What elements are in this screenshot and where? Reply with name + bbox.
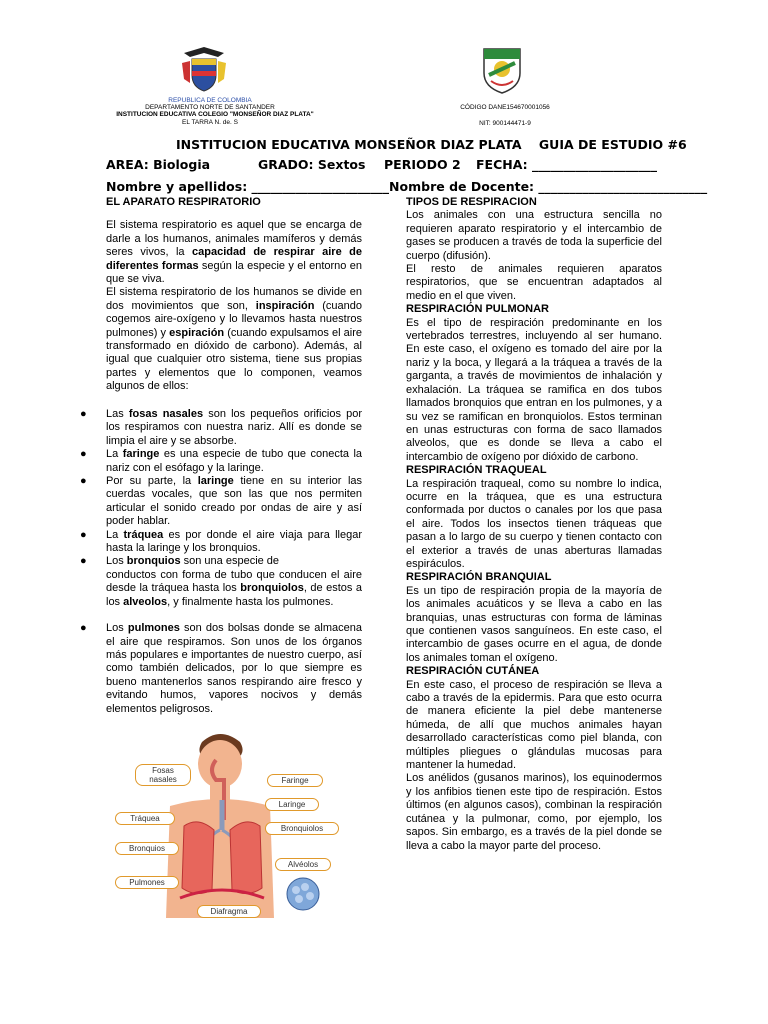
- alveoli-closeup-icon: [283, 876, 323, 912]
- list-item-faringe: ● La faringe es una especie de tubo que conecta la nariz con el esófago y la laringe.: [80, 448, 363, 474]
- respiratory-diagram: [105, 730, 340, 925]
- list-item-fosas: ● Las fosas nasales son los pequeños orificios por los respiramos con nuestra nariz. Allí es donde se limpia el aire y se absorbe.: [80, 408, 363, 447]
- label-fosas-nasales: Fosas nasales: [135, 764, 191, 786]
- label-diafragma: Diafragma: [197, 905, 261, 918]
- cutanea-paragraph-1: En este caso, el proceso de respiración se lleva a cabo a través de la epidermis. Para que esto ocurra de manera eficiente la piel debe mantenerse húmeda, de allí que muchos animales hayan desarrollado características como piel blanda, con múltiples pliegues o glándulas mucosas para mantener la humedad.: [406, 678, 662, 772]
- list-item-bronquios: ● Los bronquios son una especie de: [80, 555, 280, 568]
- label-traquea: Tráquea: [115, 812, 175, 825]
- parts-list: [80, 408, 362, 716]
- human-torso-illustration: [160, 730, 280, 920]
- right-column: [406, 196, 662, 853]
- section-title-aparato: EL APARATO RESPIRATORIO: [106, 196, 261, 208]
- list-item-laringe: ● Por su parte, la laringe tiene en su interior las cuerdas vocales, que son las que nos permiten articular el sonido creado por ondas de aire y así poder hablar.: [80, 475, 363, 528]
- left-column: [106, 196, 362, 394]
- label-faringe: Faringe: [267, 774, 323, 787]
- movements-paragraph: El sistema respiratorio de los humanos se divide en dos movimientos que son, inspiración (cuando cogemos aire-oxígeno y lo llevamos hasta nuestros pulmones) y espiración (cuando expulsamos el aire transformado en dióxido de carbono). Además, al igual que cualquier otro sistema, tiene sus propias partes y elementos que lo componen, veamos algunos de ellos:: [106, 286, 362, 393]
- colombia-coat-of-arms-icon: [178, 43, 230, 95]
- school-label: INSTITUCION EDUCATIVA COLEGIO "MONSEÑOR DIAZ PLATA": [116, 111, 314, 118]
- section-title-cutanea: RESPIRACIÓN CUTÁNEA: [406, 665, 540, 678]
- department-label: DEPARTAMENTO NORTE DE SANTANDER: [145, 104, 275, 111]
- pulmonar-paragraph: Es el tipo de respiración predominante en los vertebrados terrestres, incluyendo al ser humano. En este caso, el oxígeno es tomado del aire por la nariz y la boca, y llegará a la tráquea a través de la garganta, a través de movimientos de inhalación y exhalación. La tráquea se ramifica en dos tubos llamados bronquios que entran en los pulmones, y a su vez se ramifican en bronquiolos. Estos terminan en unas estructuras con forma de saco llamados alveolos, que es donde se lleva a cabo el intercambio de oxígeno por dióxido de carbono.: [406, 316, 662, 463]
- tipos-paragraph-2: El resto de animales requieren aparatos respiratorios, que se encuentran adaptados al medio en el que viven.: [406, 263, 662, 302]
- list-item-pulmones: ● Los pulmones son dos bolsas donde se almacena el aire que respiramos. Son unos de los órganos más populares e importantes de nuestro cuerpo, así como también delicados, por lo que siempre es bueno mantenerlos sanos respirando aire fresco y evitando humos, vapores nocivos y demás elementos peligrosos.: [80, 622, 362, 715]
- nit-number: NIT: 900144471-9: [479, 120, 531, 127]
- label-bronquiolos: Bronquiolos: [265, 822, 339, 835]
- period-label: PERIODO 2: [384, 157, 461, 172]
- section-title-branquial: RESPIRACIÓN BRANQUIAL: [406, 571, 552, 584]
- republic-label: REPUBLICA DE COLOMBIA: [168, 97, 252, 104]
- dane-code: CÓDIGO DANE154670001056: [460, 104, 550, 111]
- intro-paragraph: El sistema respiratorio es aquel que se encarga de darle a los humanos, animales mamíferos y demás seres vivos, la capacidad de respirar aire de diferentes formas según la especie y el entorno en que se viva.: [106, 219, 363, 286]
- school-crest-icon: [481, 45, 523, 95]
- label-pulmones: Pulmones: [115, 876, 179, 889]
- section-title-tipos: TIPOS DE RESPIRACION: [406, 196, 537, 208]
- page-title: INSTITUCION EDUCATIVA MONSEÑOR DIAZ PLATA GUIA DE ESTUDIO #6: [176, 137, 687, 152]
- name-field: Nombre y apellidos: ______________________Nombre de Docente: ___________________________: [106, 179, 708, 194]
- section-title-pulmonar: RESPIRACIÓN PULMONAR: [406, 303, 550, 316]
- label-laringe: Laringe: [265, 798, 319, 811]
- list-item-traquea: ● La tráquea es por donde el aire viaja para llegar hasta la laringe y los bronquios.: [80, 528, 362, 555]
- list-item-bronquios-cont: conductos con forma de tubo que conducen el aire desde la tráquea hasta los bronquiolos, de estos a los alveolos, y finalmente hasta los pulmones.: [106, 568, 363, 608]
- branquial-paragraph: Es un tipo de respiración propia de la mayoría de los animales acuáticos y se lleva a cabo en las branquias, unas estructuras con forma de láminas que contienen vasos sanguíneos. En este caso, el intercambio de gases ocurre en el agua, de donde los animales toman el oxígeno.: [406, 584, 662, 664]
- tipos-paragraph-1: Los animales con una estructura sencilla no requieren aparato respiratorio y el intercambio de gases se producen a través de toda la superficie del cuerpo (difusión).: [406, 209, 662, 262]
- label-bronquios: Bronquios: [115, 842, 179, 855]
- grade-label: GRADO: Sextos: [258, 157, 366, 172]
- town-label: EL TARRA N. de. S: [182, 119, 238, 126]
- section-title-traqueal: RESPIRACIÓN TRAQUEAL: [406, 464, 547, 477]
- area-label: AREA: Biologia: [106, 157, 211, 172]
- date-field: FECHA: ____________________: [476, 157, 657, 172]
- label-alveolos: Alvéolos: [275, 858, 331, 871]
- traqueal-paragraph: La respiración traqueal, como su nombre lo indica, ocurre en la tráquea, que es una estructura conformada por ductos o canales por los que pasa el aire. Todos los insectos tienen tráqueas que pasan a lo largo de su cuerpo y tienen contacto con el exterior a través de unas aberturas llamadas espiráculos.: [406, 477, 662, 570]
- cutanea-paragraph-2: Los anélidos (gusanos marinos), los equinodermos y los anfibios tienen este tipo de respiración. Estos últimos (en algunos casos), combinan la respiración cutánea y la pulmonar, como, por ejemplo, los sapos. Sin embargo, es a través de la piel donde se lleva a cabo la mayor parte del proceso.: [406, 772, 662, 852]
